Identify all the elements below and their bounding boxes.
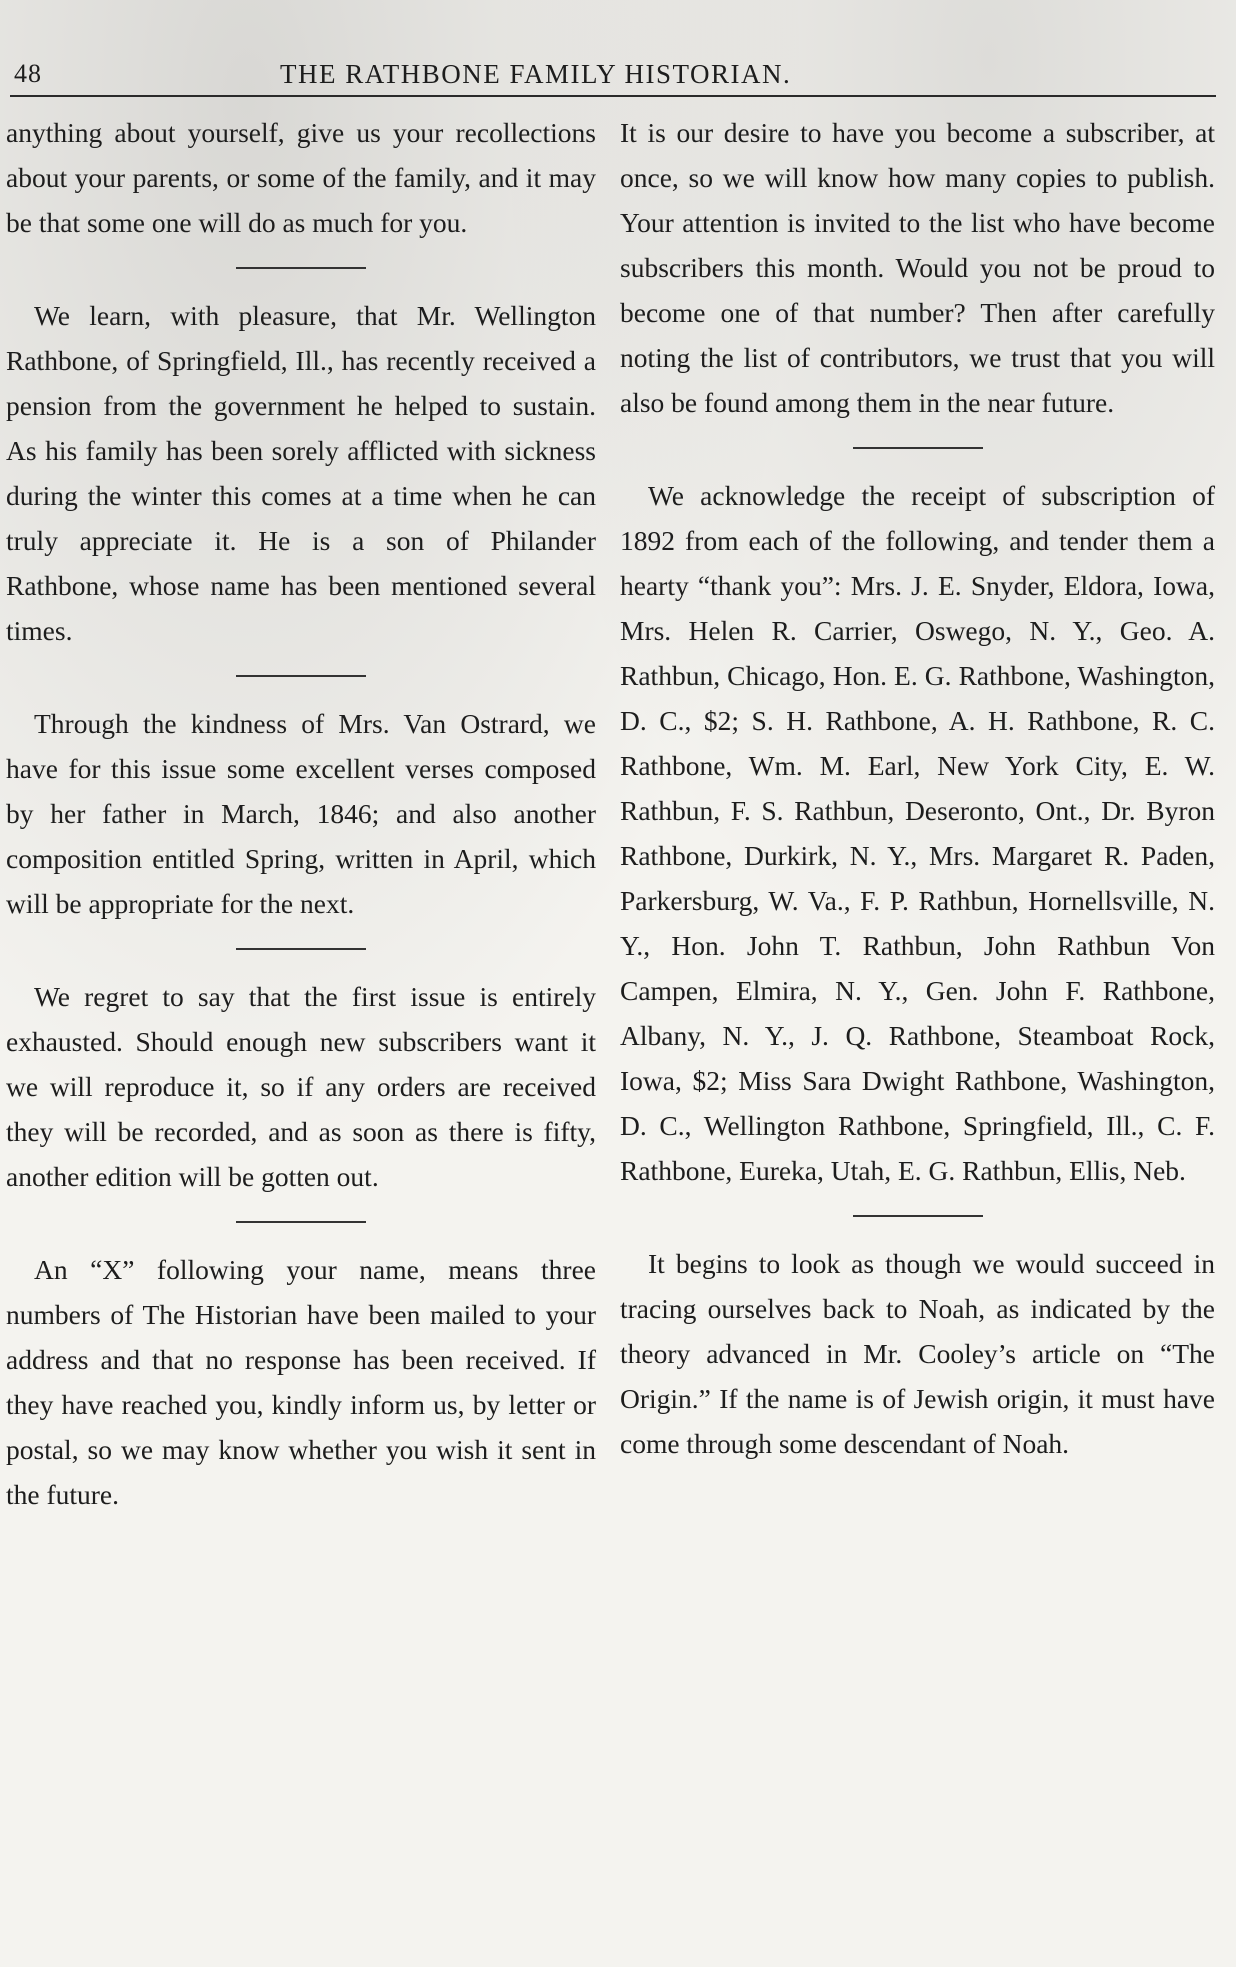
page-header: [10, 55, 1216, 97]
section-divider: [236, 675, 366, 677]
section-divider: [236, 948, 366, 950]
paragraph-recollections: anything about yourself, give us your recollections about your parents, or some of the family, and it may be that some one will do as much for you.: [6, 117, 596, 238]
section-divider: [236, 1221, 366, 1223]
paragraph-subscribe: It is our desire to have you become a subscriber, at once, so we will know how many copies to publish. Your attention is invited to the list who have become subscribers this month. Would you not be proud to become one of that number? Then after carefully noting the list of contributors, we trust that you will also be found among them in the near future.: [620, 117, 1215, 418]
section-divider: [853, 447, 983, 449]
paragraph-x-mark: An “X” following your name, means three numbers of The Historian have been mailed to your address and that no response has been received. If they have reached you, kindly inform us, by letter or postal, so we may know whether you wish it sent in the future.: [6, 1254, 596, 1510]
paragraph-origin: It begins to look as though we would succeed in tracing ourselves back to Noah, as indicated by the theory advanced in Mr. Cooley’s article on “The Origin.” If the name is of Jewish origin, it must have come through some descendant of Noah.: [620, 1248, 1215, 1459]
paragraph-pension: We learn, with pleasure, that Mr. Wellington Rathbone, of Springfield, Ill., has recently received a pension from the government he helped to sustain. As his family has been sorely afflicted with sickness during the winter this comes at a time when he can truly appreciate it. He is a son of Philander Rathbone, whose name has been mentioned several times.: [6, 300, 596, 646]
section-divider: [853, 1215, 983, 1217]
running-title: THE RATHBONE FAMILY HISTORIAN.: [280, 59, 792, 89]
paragraph-subscriber-list: We acknowledge the receipt of subscription of 1892 from each of the following, and tender them a hearty “thank you”: Mrs. J. E. Snyder, Eldora, Iowa, Mrs. Helen R. Carrier, Oswego, N. Y., Geo. A. Rathbun, Chicago, Hon. E. G. Rathbone, Washington, D. C., $2; S. H. Rathbone, A. H. Rathbone, R. C. Rathbone, Wm. M. Earl, New York City, E. W. Rathbun, F. S. Rathbun, Deseronto, Ont., Dr. Byron Rathbone, Durkirk, N. Y., Mrs. Margaret R. Paden, Parkersburg, W. Va., F. P. Rathbun, Hornellsville, N. Y., Hon. John T. Rathbun, John Rathbun Von Campen, Elmira, N. Y., Gen. John F. Rathbone, Albany, N. Y., J. Q. Rathbone, Steamboat Rock, Iowa, $2; Miss Sara Dwight Rathbone, Washington, D. C., Wellington Rathbone, Springfield, Ill., C. F. Rathbone, Eureka, Utah, E. G. Rathbun, Ellis, Neb.: [620, 480, 1215, 1186]
page-number: 48: [14, 59, 42, 88]
paragraph-first-issue: We regret to say that the first issue is entirely exhausted. Should enough new subscribers want it we will reproduce it, so if any orders are received they will be recorded, and as soon as there is fifty, another edition will be gotten out.: [6, 981, 596, 1192]
section-divider: [236, 267, 366, 269]
paragraph-verses: Through the kindness of Mrs. Van Ostrard, we have for this issue some excellent verses composed by her father in March, 1846; and also another composition entitled Spring, written in April, which will be appropriate for the next.: [6, 708, 596, 919]
right-column: [620, 110, 1215, 1466]
left-column: [6, 110, 596, 1517]
